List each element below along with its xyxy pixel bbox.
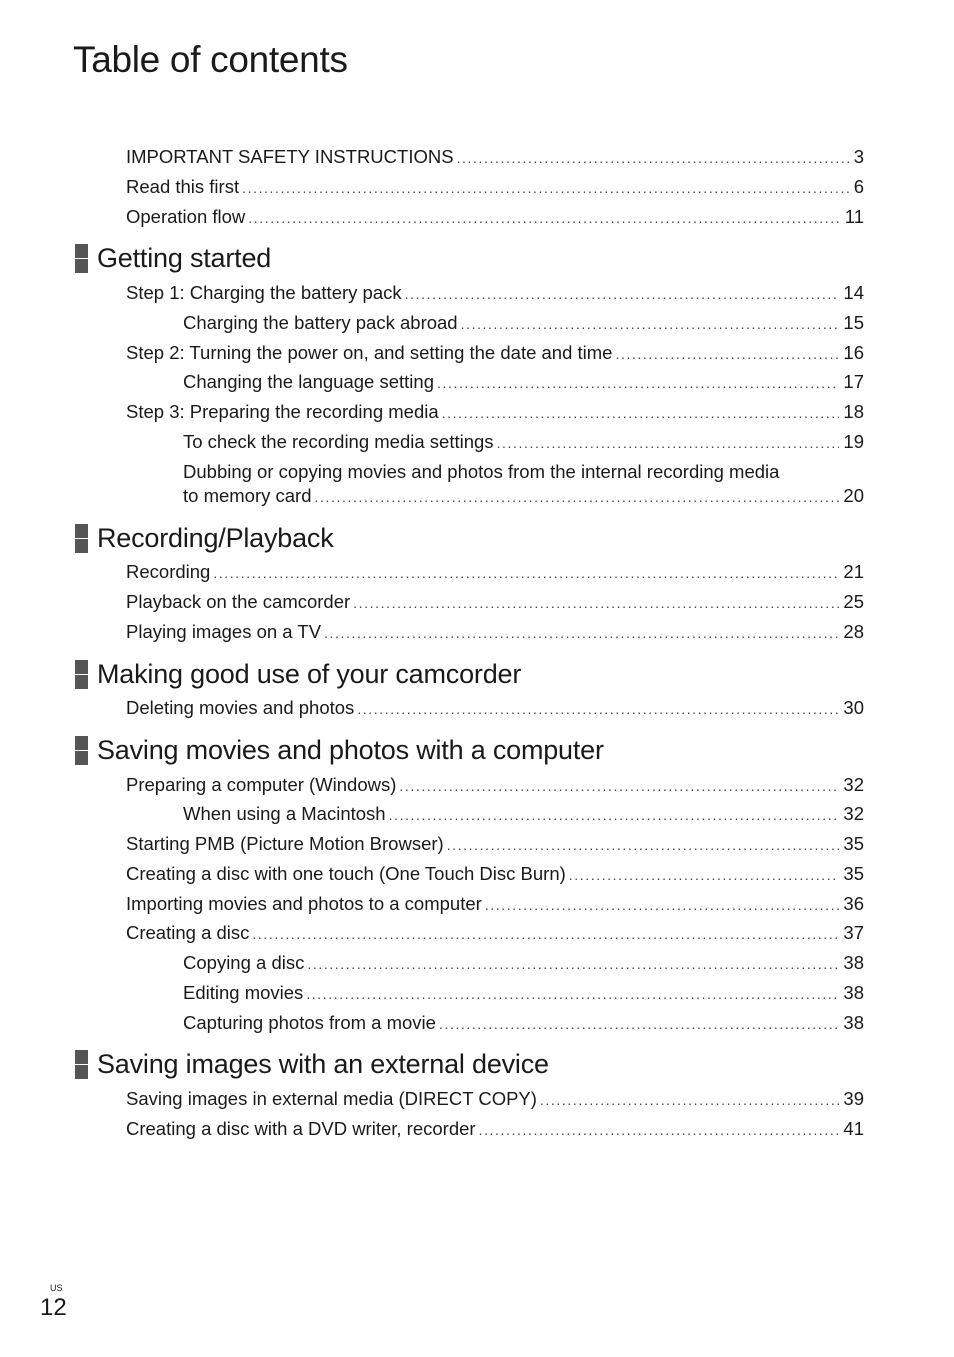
toc-entry-text: Importing movies and photos to a computer [126, 893, 482, 914]
section-heading-recording-playback[interactable] [75, 522, 334, 554]
toc-entry[interactable] [183, 1011, 864, 1036]
toc-entry-text: When using a Macintosh [183, 803, 386, 824]
leader-dots [307, 952, 839, 976]
toc-entry-text: Charging the battery pack abroad [183, 312, 458, 333]
section-heading-getting-started[interactable] [75, 242, 271, 274]
leader-dots [306, 982, 839, 1006]
section-heading-external-device[interactable] [75, 1048, 549, 1080]
leader-dots [405, 282, 840, 306]
leader-dots [252, 922, 839, 946]
toc-entry[interactable] [183, 981, 864, 1006]
toc-page-number: 35 [843, 833, 864, 854]
leader-dots [437, 371, 839, 395]
toc-page-number: 39 [843, 1088, 864, 1109]
leader-dots [457, 146, 850, 170]
toc-entry-text-continued: to memory card [183, 485, 312, 506]
toc-entry-read-this-first[interactable] [126, 175, 864, 200]
toc-page-number: 35 [843, 863, 864, 884]
toc-entry[interactable] [183, 460, 864, 509]
page-title: Table of contents [73, 39, 348, 80]
toc-page-number: 28 [843, 621, 864, 642]
leader-dots [479, 1118, 840, 1142]
toc-entry-text: Creating a disc [126, 922, 250, 943]
region-code: US [50, 1283, 63, 1293]
leader-dots [357, 697, 839, 721]
toc-entry-important-safety[interactable] [126, 145, 864, 170]
toc-entry[interactable] [126, 921, 864, 946]
leader-dots [389, 803, 840, 827]
toc-entry-text: Copying a disc [183, 952, 305, 973]
leader-dots [324, 621, 839, 645]
toc-entry[interactable] [183, 951, 864, 976]
toc-entry[interactable] [126, 590, 864, 615]
leader-dots [615, 342, 839, 366]
toc-entry[interactable] [126, 281, 864, 306]
toc-page-number: 38 [843, 982, 864, 1003]
section-title: Recording/Playback [97, 523, 334, 553]
toc-page-number: 25 [843, 591, 864, 612]
toc-entry-text: Capturing photos from a movie [183, 1012, 436, 1033]
toc-entry[interactable] [183, 802, 864, 827]
toc-page-number: 6 [853, 176, 864, 197]
page-number: 12 [40, 1294, 67, 1321]
toc-entry[interactable] [126, 773, 864, 798]
toc-entry[interactable] [126, 892, 864, 917]
leader-dots [439, 1012, 839, 1036]
leader-dots [447, 833, 840, 857]
leader-dots [399, 774, 839, 798]
section-marker-icon [75, 524, 88, 553]
toc-page-number: 17 [843, 371, 864, 392]
toc-page-number: 38 [843, 1012, 864, 1033]
toc-entry-text: Preparing a computer (Windows) [126, 774, 397, 795]
toc-entry[interactable] [183, 311, 864, 336]
section-title: Getting started [97, 243, 272, 273]
toc-page-number: 30 [843, 697, 864, 718]
toc-entry-text: Starting PMB (Picture Motion Browser) [126, 833, 444, 854]
leader-dots [461, 312, 840, 336]
toc-entry[interactable] [126, 832, 864, 857]
toc-entry[interactable] [126, 560, 864, 585]
toc-page-number: 41 [843, 1118, 864, 1139]
toc-entry-text: Playing images on a TV [126, 621, 322, 642]
toc-page-number: 21 [843, 561, 864, 582]
toc-entry-text: Step 2: Turning the power on, and setting the date and time [126, 342, 613, 363]
toc-entry[interactable] [126, 1087, 864, 1112]
leader-dots [442, 401, 840, 425]
section-marker-icon [75, 660, 88, 689]
toc-page-number: 20 [843, 485, 864, 506]
section-title: Saving movies and photos with a computer [97, 735, 604, 765]
section-title: Saving images with an external device [97, 1049, 549, 1079]
toc-entry-text: Changing the language setting [183, 371, 434, 392]
toc-page-number: 16 [843, 342, 864, 363]
toc-entry[interactable] [126, 862, 864, 887]
leader-dots [213, 561, 839, 585]
leader-dots [485, 893, 840, 917]
section-marker-icon [75, 1050, 88, 1079]
toc-entry[interactable] [183, 430, 864, 455]
leader-dots [315, 485, 840, 509]
toc-page-number: 19 [843, 431, 864, 452]
toc-entry-text: Read this first [126, 176, 240, 197]
section-marker-icon [75, 736, 88, 765]
toc-entry[interactable] [183, 370, 864, 395]
toc-page-number: 18 [843, 401, 864, 422]
toc-entry-text: Deleting movies and photos [126, 697, 355, 718]
leader-dots [353, 591, 839, 615]
section-marker-icon [75, 244, 88, 273]
toc-entry-text: Creating a disc with one touch (One Touch Disc Burn) [126, 863, 566, 884]
leader-dots [569, 863, 840, 887]
leader-dots [242, 176, 850, 200]
toc-page-number: 32 [843, 774, 864, 795]
toc-entry-operation-flow[interactable] [126, 205, 864, 230]
leader-dots [497, 431, 840, 455]
toc-page-number: 37 [843, 922, 864, 943]
toc-page-number: 3 [853, 146, 864, 167]
toc-entry-text: To check the recording media settings [183, 431, 494, 452]
toc-page-number: 36 [843, 893, 864, 914]
toc-entry-text: Recording [126, 561, 211, 582]
toc-entry[interactable] [126, 620, 864, 645]
toc-entry[interactable] [126, 341, 864, 366]
section-heading-saving-with-computer[interactable] [75, 734, 604, 766]
toc-entry[interactable] [126, 1117, 864, 1142]
section-heading-making-good-use[interactable] [75, 658, 521, 690]
toc-entry[interactable] [126, 400, 864, 425]
toc-entry-text: Creating a disc with a DVD writer, recorder [126, 1118, 476, 1139]
toc-page-number: 32 [843, 803, 864, 824]
toc-page-number: 14 [843, 282, 864, 303]
toc-entry-text: Playback on the camcorder [126, 591, 351, 612]
toc-entry-text: Operation flow [126, 206, 246, 227]
toc-page-number: 11 [844, 206, 864, 227]
toc-entry-text: IMPORTANT SAFETY INSTRUCTIONS [126, 146, 454, 167]
toc-entry[interactable] [126, 696, 864, 721]
toc-page-number: 15 [843, 312, 864, 333]
leader-dots [248, 206, 840, 230]
toc-entry-text: Saving images in external media (DIRECT COPY) [126, 1088, 537, 1109]
section-title: Making good use of your camcorder [97, 659, 522, 689]
leader-dots [540, 1088, 840, 1112]
toc-entry-text: Step 1: Charging the battery pack [126, 282, 402, 303]
toc-page-number: 38 [843, 952, 864, 973]
toc-entry-text: Step 3: Preparing the recording media [126, 401, 439, 422]
toc-entry-text: Dubbing or copying movies and photos from the internal recording media [183, 461, 780, 482]
toc-entry-text: Editing movies [183, 982, 304, 1003]
